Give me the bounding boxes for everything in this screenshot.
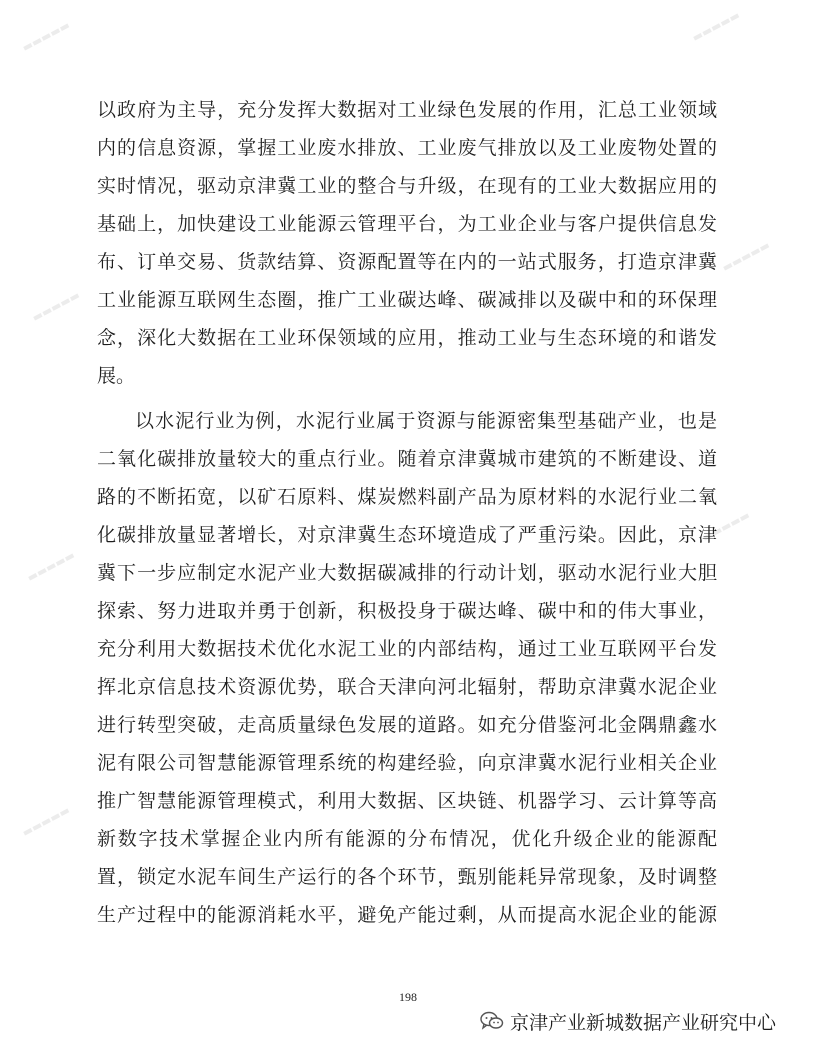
faint-watermark: ▬▬▬▬▬ [19,18,72,55]
text-line: 泥有限公司智慧能源管理系统的构建经验，向京津冀水泥行业相关企业 [97,752,717,774]
faint-watermark: ▬▬▬▬▬ [19,803,72,840]
text-line: 进行转型突破，走高质量绿色发展的道路。如充分借鉴河北金隅鼎鑫水 [97,714,717,736]
text-line: 探索、努力进取并勇于创新，积极投身于碳达峰、碳中和的伟大事业， [97,600,717,622]
faint-watermark: ▬▬▬▬▬ [29,288,82,325]
text-line: 念，深化大数据在工业环保领域的应用，推动工业与生态环境的和谐发 [97,327,717,349]
faint-watermark: ▬▬▬▬▬ [699,508,752,545]
text-line: 生产过程中的能源消耗水平，避免产能过剩，从而提高水泥企业的能源 [97,904,717,926]
text-line: 置，锁定水泥车间生产运行的各个环节，甄别能耗异常现象，及时调整 [97,866,717,888]
faint-watermark: ▬▬▬▬▬ [689,8,742,45]
text-line: 化碳排放量显著增长，对京津冀生态环境造成了严重污染。因此，京津 [97,524,717,546]
text-line: 充分利用大数据技术优化水泥工业的内部结构，通过工业互联网平台发 [97,638,717,660]
faint-watermark: ▬▬▬▬▬ [24,548,77,585]
text-line: 基础上，加快建设工业能源云管理平台，为工业企业与客户提供信息发 [97,213,717,235]
text-line: 推广智慧能源管理模式，利用大数据、区块链、机器学习、云计算等高 [97,790,717,812]
text-line: 内的信息资源，掌握工业废水排放、工业废气排放以及工业废物处置的 [97,137,717,159]
text-line: 冀下一步应制定水泥产业大数据碳减排的行动计划，驱动水泥行业大胆 [97,562,717,584]
text-line: 布、订单交易、货款结算、资源配置等在内的一站式服务，打造京津冀 [97,251,717,273]
text-line: 二氧化碳排放量较大的重点行业。随着京津冀城市建筑的不断建设、道 [97,448,717,470]
text-line: 以水泥行业为例，水泥行业属于资源与能源密集型基础产业，也是 [135,410,717,432]
watermark-text: 京津产业新城数据产业研究中心 [510,1011,777,1034]
text-line: 新数字技术掌握企业内所有能源的分布情况，优化升级企业的能源配 [97,828,717,850]
text-line: 挥北京信息技术资源优势，联合天津向河北辐射，帮助京津冀水泥企业 [97,676,717,698]
text-line: 以政府为主导，充分发挥大数据对工业绿色发展的作用，汇总工业领域 [97,99,717,121]
text-line: 路的不断拓宽，以矿石原料、煤炭燃料副产品为原材料的水泥行业二氧 [97,486,717,508]
wechat-icon [480,1011,504,1031]
text-line: 工业能源互联网生态圈，推广工业碳达峰、碳减排以及碳中和的环保理 [97,289,717,311]
source-watermark [480,1008,776,1034]
text-line: 实时情况，驱动京津冀工业的整合与升级，在现有的工业大数据应用的 [97,175,717,197]
faint-watermark: ▬▬▬▬▬ [719,238,772,275]
text-line: 展。 [97,365,136,387]
page-number: 198 [399,990,417,1004]
